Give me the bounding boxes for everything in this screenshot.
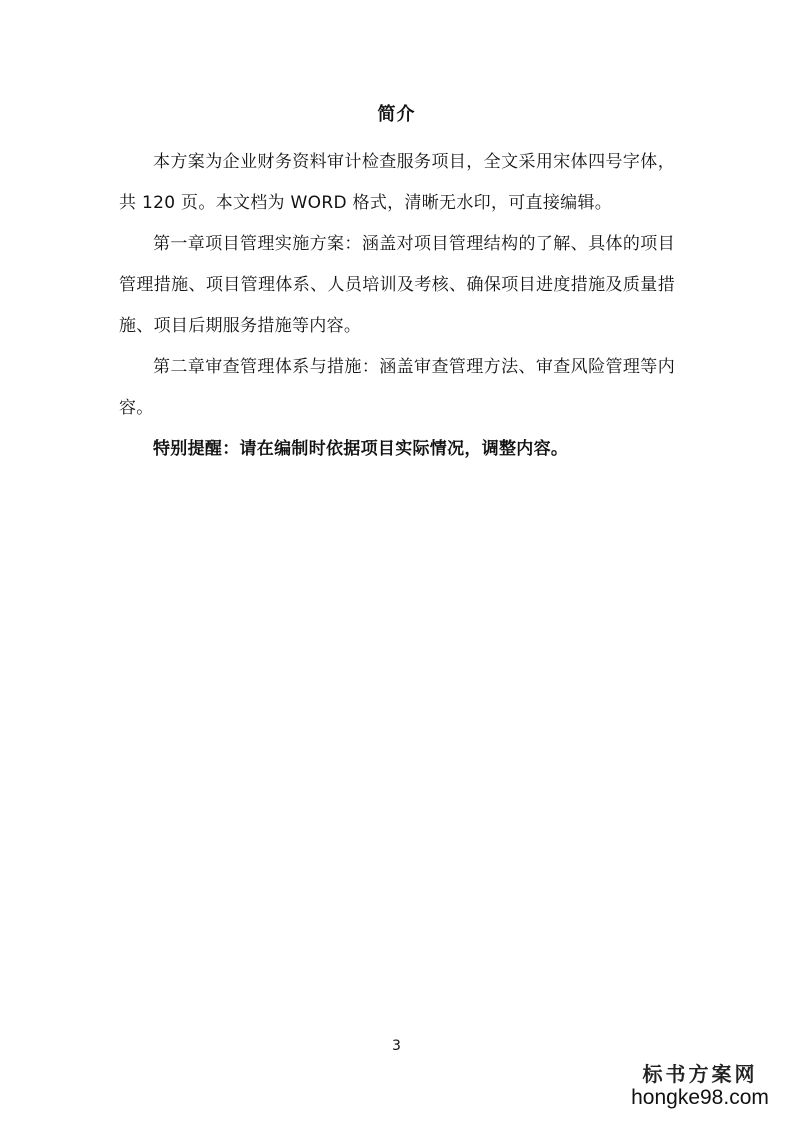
document-body [119,142,675,470]
intro-paragraph: 本方案为企业财务资料审计检查服务项目，全文采用宋体四号字体，共 120 页。本文档为 WORD 格式，清晰无水印，可直接编辑。 [119,152,675,213]
page-title: 简介 [377,104,416,125]
site-watermark-logo [625,1062,775,1110]
chapter-one-paragraph: 第一章项目管理实施方案：涵盖对项目管理结构的了解、具体的项目管理措施、项目管理体系、人员培训及考核、确保项目进度措施及质量措施、项目后期服务措施等内容。 [119,234,675,336]
page-number: 3 [392,1038,401,1054]
special-reminder: 特别提醒：请在编制时依据项目实际情况，调整内容。 [153,439,569,459]
chapter-two-paragraph: 第二章审查管理体系与措施：涵盖审查管理方法、审查风险管理等内容。 [119,357,675,418]
watermark-chinese-text: 标书方案网 [642,1062,758,1086]
watermark-site-url: hongke98.com [631,1086,769,1109]
